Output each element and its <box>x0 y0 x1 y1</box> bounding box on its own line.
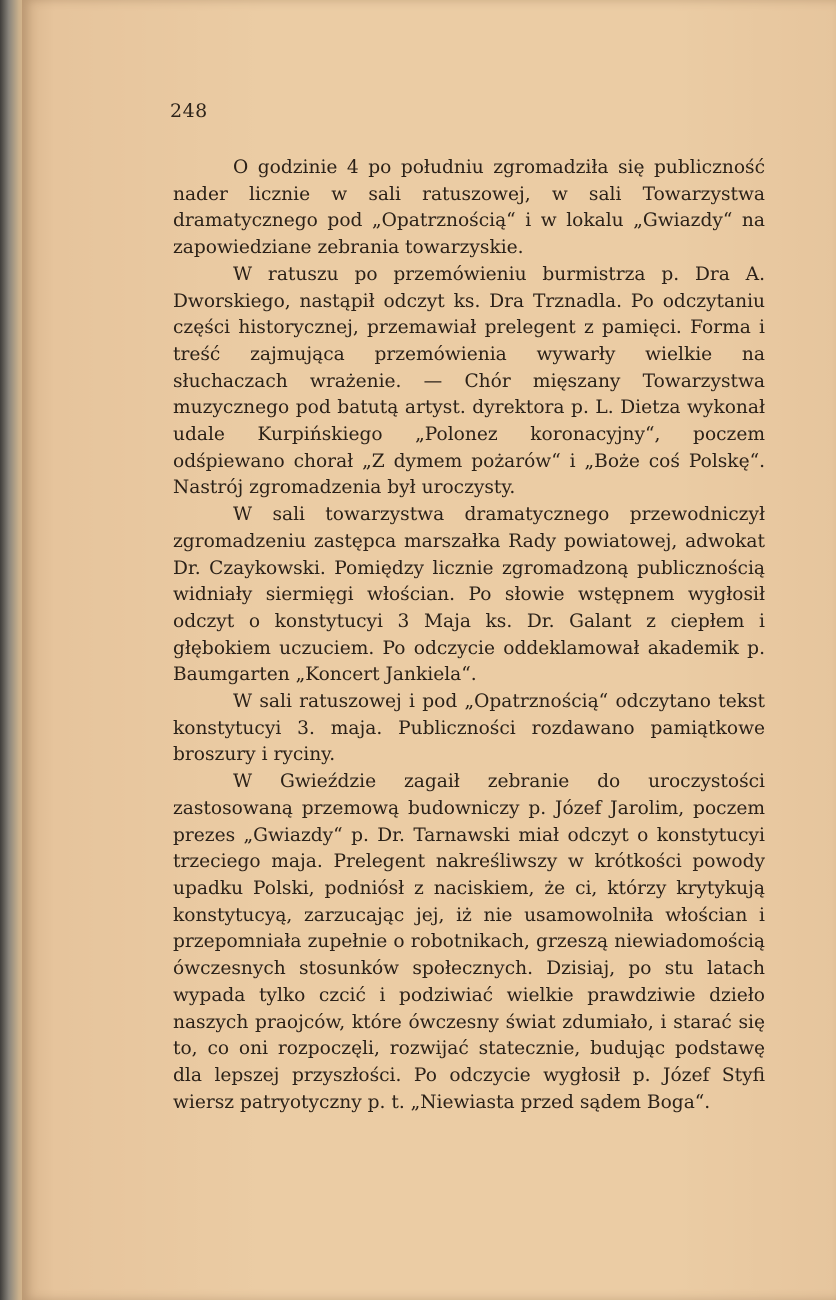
paragraph-3: W sali towarzystwa dramatycznego przewodniczył zgromadzeniu zastępca marszałka Rady powiatowej, adwokat Dr. Czaykowski. Pomiędzy licznie zgromadzoną publicznością widniały siermięgi włościan. Po słowie wstępnem wygłosił odczyt o konstytucyi 3 Maja ks. Dr. Galant z ciepłem i głębokiem uczuciem. Po odczycie oddeklamował akademik p. Baumgarten „Koncert Jankiela“. <box>173 504 765 686</box>
body-text <box>173 155 765 1116</box>
paragraph-2: W ratuszu po przemówieniu burmistrza p. Dra A. Dworskiego, nastąpił odczyt ks. Dra Trznadla. Po odczytaniu części historycznej, przemawiał prelegent z pamięci. Forma i treść zajmująca przemówienia wywarły wielkie na słuchaczach wrażenie. — Chór mięszany Towarzystwa muzycznego pod batutą artyst. dyrektora p. L. Dietza wykonał udale Kurpińskiego „Polonez koronacyjny“, poczem odśpiewano chorał „Z dymem pożarów“ i „Boże coś Polskę“. Nastrój zgromadzenia był uroczysty. <box>173 263 765 499</box>
paragraph-1: O godzinie 4 po południu zgromadziła się publiczność nader licznie w sali ratuszowej, w sali Towarzystwa dramatycznego pod „Opatrznością“ i w lokalu „Gwiazdy“ na zapowiedziane zebrania towarzyskie. <box>173 157 765 259</box>
page-number: 248 <box>170 100 208 122</box>
book-spine-edge <box>0 0 22 1300</box>
paragraph-4: W sali ratuszowej i pod „Opatrznością“ odczytano tekst konstytucyi 3. maja. Publiczności rozdawano pamiątkowe broszury i ryciny. <box>173 691 765 766</box>
paragraph-5: W Gwieździe zagaił zebranie do uroczystości zastosowaną przemową budowniczy p. Józef Jarolim, poczem prezes „Gwiazdy“ p. Dr. Tarnawski miał odczyt o konstytucyi trzeciego maja. Prelegent nakreśliwszy w krótkości powody upadku Polski, podniósł z naciskiem, że ci, którzy krytykują konstytucyą, zarzucając jej, iż nie usamowolniła włościan i przepomniała zupełnie o robotnikach, grzeszą niewiadomością ówczesnych stosunków społecznych. Dzisiaj, po stu latach wypada tylko czcić i podziwiać wielkie prawdziwie dzieło naszych praojców, które ówczesny świat zdumiało, i starać się to, co oni rozpoczęli, rozwijać statecznie, budując podstawę dla lepszej przyszłości. Po odczycie wygłosił p. Józef Styfi wiersz patryotyczny p. t. „Niewiasta przed sądem Boga“. <box>173 771 765 1113</box>
